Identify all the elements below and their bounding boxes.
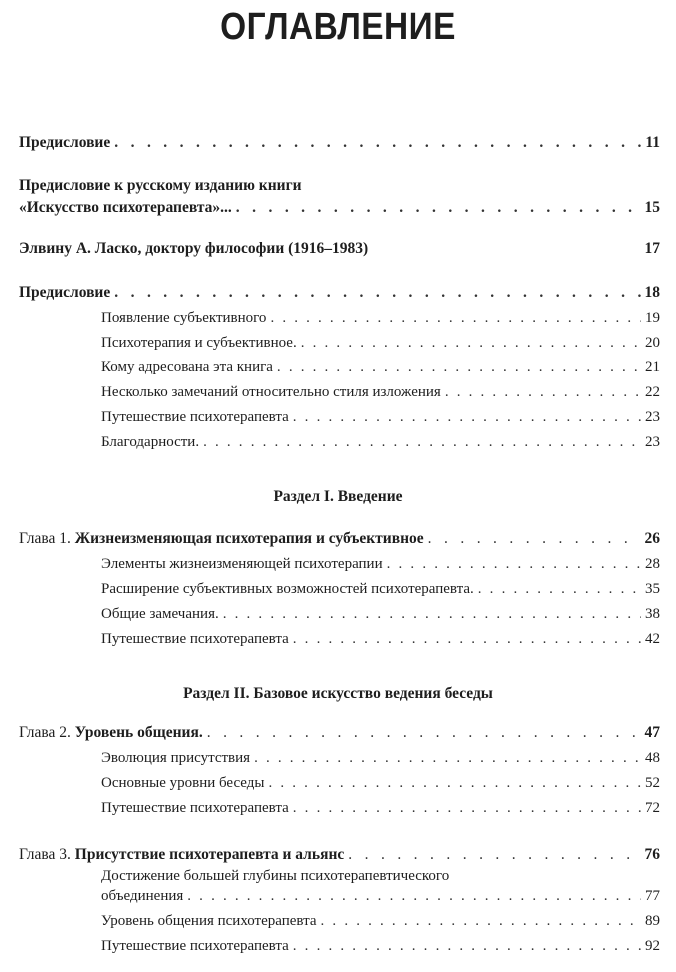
dot-leader [277, 358, 641, 376]
entry-page: 22 [645, 384, 660, 400]
toc-chapter[interactable] [19, 846, 660, 864]
dot-leader [293, 937, 641, 955]
chapter-title: Жизнеизменяющая психотерапия и субъективное [74, 530, 424, 547]
dot-leader [270, 309, 641, 327]
chapter-prefix: Глава 1. [19, 530, 75, 547]
entry-page: 20 [645, 335, 660, 351]
entry-title: Элементы жизнеизменяющей психотерапии [101, 556, 383, 572]
entry-page: 38 [645, 606, 660, 622]
toc-subentry[interactable] [101, 630, 660, 648]
chapter-prefix: Глава 2. [19, 724, 75, 741]
toc-subentry[interactable] [101, 887, 660, 905]
chapter-title: Уровень общения. [74, 724, 203, 741]
entry-page: 42 [645, 631, 660, 647]
dot-leader [445, 383, 641, 401]
dot-leader [254, 749, 641, 767]
toc-subentry[interactable] [101, 605, 660, 623]
dot-leader [207, 724, 641, 742]
entry-page: 18 [644, 284, 660, 301]
entry-page: 15 [644, 199, 660, 216]
toc-chapter[interactable] [19, 530, 660, 548]
toc-subentry[interactable] [101, 937, 660, 955]
entry-title: «Искусство психотерапевта»... [19, 199, 232, 216]
section-heading: Раздел I. Введение [273, 488, 403, 505]
toc-subentry[interactable] [101, 383, 660, 401]
toc-entry[interactable] [19, 134, 660, 152]
toc-entry[interactable] [19, 240, 660, 258]
dot-leader [223, 605, 641, 623]
entry-title: объединения [101, 888, 184, 904]
dot-leader [293, 630, 641, 648]
entry-title-line1: Предисловие к русскому изданию книги [19, 177, 302, 194]
dot-leader [348, 846, 640, 864]
entry-title: Уровень общения психотерапевта [101, 913, 317, 929]
entry-page: 26 [644, 530, 660, 547]
toc-subentry[interactable] [101, 433, 660, 451]
entry-page: 52 [645, 775, 660, 791]
entry-title-line1: Достижение большей глубины психотерапевтического [101, 868, 450, 884]
chapter-prefix: Глава 3. [19, 846, 75, 863]
toc-subentry[interactable] [101, 774, 660, 792]
entry-title: Путешествие психотерапевта [101, 800, 289, 816]
toc-subentry[interactable] [101, 408, 660, 426]
entry-page: 35 [645, 581, 660, 597]
entry-page: 19 [645, 310, 660, 326]
dot-leader [114, 284, 640, 302]
toc-subentry[interactable] [101, 334, 660, 352]
toc-subentry[interactable] [101, 749, 660, 767]
entry-page: 21 [645, 359, 660, 375]
entry-page: 77 [645, 888, 660, 904]
toc-entry[interactable] [19, 199, 660, 217]
entry-title: Основные уровни беседы [101, 775, 265, 791]
page-title: ОГЛАВЛЕНИЕ [220, 6, 456, 48]
dot-leader [236, 199, 641, 217]
toc-subentry[interactable] [101, 580, 660, 598]
entry-title: Предисловие [19, 134, 111, 151]
toc-subentry[interactable] [101, 555, 660, 573]
dot-leader [428, 530, 641, 548]
toc-subentry[interactable] [101, 799, 660, 817]
dot-leader [321, 912, 641, 930]
entry-title: Кому адресована эта книга [101, 359, 273, 375]
chapter-title: Присутствие психотерапевта и альянс [74, 846, 345, 863]
dot-leader [478, 580, 641, 598]
dot-leader [187, 887, 641, 905]
entry-title: Предисловие [19, 284, 111, 301]
toc-subentry[interactable] [101, 912, 660, 930]
entry-page: 89 [645, 913, 660, 929]
entry-title: Психотерапия и субъективное. [101, 335, 297, 351]
entry-page: 23 [645, 434, 660, 450]
entry-title: Путешествие психотерапевта [101, 409, 289, 425]
entry-title: Путешествие психотерапевта [101, 631, 289, 647]
entry-page: 76 [644, 846, 660, 863]
entry-page: 23 [645, 409, 660, 425]
toc-subentry[interactable] [101, 309, 660, 327]
dot-leader [268, 774, 641, 792]
entry-title: Расширение субъективных возможностей психотерапевта. [101, 581, 474, 597]
entry-title: Появление субъективного [101, 310, 267, 326]
entry-page: 92 [645, 938, 660, 954]
dot-leader [387, 555, 641, 573]
dot-leader [301, 334, 641, 352]
dot-leader [203, 433, 641, 451]
dot-leader [114, 134, 641, 152]
entry-page: 48 [645, 750, 660, 766]
entry-page: 11 [645, 134, 660, 151]
section-heading: Раздел II. Базовое искусство ведения беседы [183, 685, 493, 702]
entry-page: 17 [644, 240, 660, 257]
entry-page: 47 [644, 724, 660, 741]
toc-chapter[interactable] [19, 724, 660, 742]
entry-title: Путешествие психотерапевта [101, 938, 289, 954]
toc-entry[interactable] [19, 284, 660, 302]
entry-title: Элвину А. Ласко, доктору философии (1916–1983) [19, 240, 369, 257]
dot-leader [293, 799, 641, 817]
dot-leader [293, 408, 641, 426]
entry-page: 72 [645, 800, 660, 816]
entry-title: Эволюция присутствия [101, 750, 251, 766]
entry-title: Несколько замечаний относительно стиля изложения [101, 384, 441, 400]
toc-subentry[interactable] [101, 358, 660, 376]
entry-title: Благодарности. [101, 434, 200, 450]
entry-page: 28 [645, 556, 660, 572]
entry-title: Общие замечания. [101, 606, 219, 622]
